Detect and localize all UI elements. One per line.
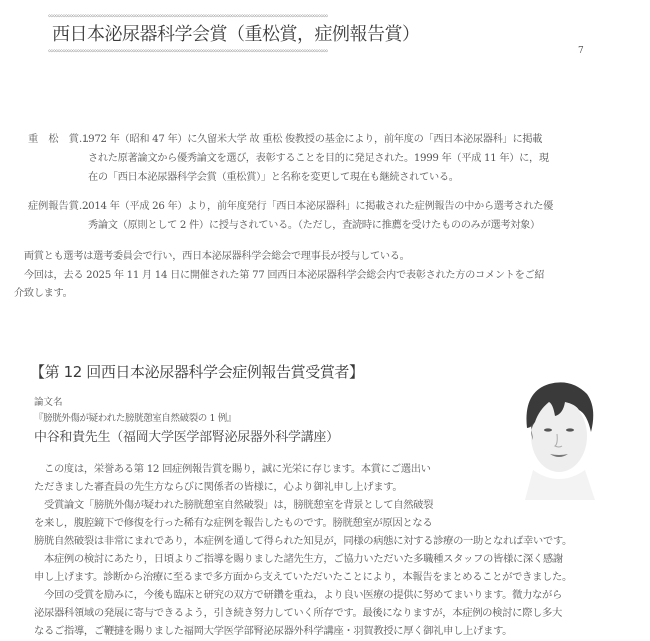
decorative-border-top: ◇◇◇◇◇◇◇◇◇◇◇◇◇◇◇◇◇◇◇◇◇◇◇◇◇◇◇◇◇◇◇◇◇◇◇◇◇◇◇◇◇◇◇◇◇◇◇◇◇◇◇◇◇◇◇◇◇◇◇◇◇◇◇◇◇◇◇◇◇◇◇◇◇◇◇◇◇◇◇◇◇◇◇◇◇◇◇◇◇◇◇◇◇◇◇◇◇◇◇◇◇◇◇◇◇◇◇◇◇◇◇◇◇◇◇◇ bbox=[48, 14, 328, 18]
intro-line: 今回は，去る 2025 年 11 月 14 日に開催された第 77 回西日本泌尿器科学会総会内で表彰された方のコメントをご紹 bbox=[14, 269, 545, 281]
definition-line: された原著論文から優秀論文を選び，表彰することを目的に発足された。1999 年（平成 11 年）に，現 bbox=[88, 153, 549, 164]
definition-case-report-award bbox=[28, 197, 628, 235]
comment-line: 膀胱自然破裂は非常にまれであり，本症例を通して得られた知見が，同様の病態に対する診療の一助となれば幸いです。 bbox=[34, 535, 572, 547]
comment-line: 泌尿器科領域の発展に寄与できるよう，引き続き努力していく所存です。最後になりますが，本症例の検討に際し多大 bbox=[34, 607, 563, 619]
author-name: 中谷和貴先生（福岡大学医学部腎泌尿器外科学講座） bbox=[34, 430, 339, 445]
decorative-border-bottom: ◇◇◇◇◇◇◇◇◇◇◇◇◇◇◇◇◇◇◇◇◇◇◇◇◇◇◇◇◇◇◇◇◇◇◇◇◇◇◇◇◇◇◇◇◇◇◇◇◇◇◇◇◇◇◇◇◇◇◇◇◇◇◇◇◇◇◇◇◇◇◇◇◇◇◇◇◇◇◇◇◇◇◇◇◇◇◇◇◇◇◇◇◇◇◇◇◇◇◇◇◇◇◇◇◇◇◇◇◇◇◇◇◇◇◇◇ bbox=[48, 49, 328, 53]
comment-line: を来し，腹腔鏡下で修復を行った稀有な症例を報告したものです。膀胱憩室が原因となる bbox=[34, 517, 433, 529]
award-comment bbox=[34, 460, 644, 640]
comment-line: なるご指導，ご鞭撻を賜りました福岡大学医学部腎泌尿器外科学講座・羽賀教授に厚く御礼申し上げます。 bbox=[34, 625, 513, 637]
page-title: 西日本泌尿器科学会賞（重松賞，症例報告賞） bbox=[52, 24, 420, 45]
definition-line: 秀論文（原則として 2 件）に授与されている。（ただし，査読時に推薦を受けたもののみが選考対象） bbox=[88, 220, 540, 231]
definition-line: 2014 年（平成 26 年）より，前年度発行「西日本泌尿器科」に掲載された症例報告の中から選考された優 bbox=[82, 201, 554, 212]
comment-line: 申し上げます。診断から治療に至るまで多方面から支えていただいたことにより，本報告をまとめることができました。 bbox=[34, 571, 572, 583]
definition-shigematsu-award bbox=[28, 130, 628, 187]
paper-title: 『膀胱外傷が疑われた膀胱憩室自然破裂の 1 例』 bbox=[34, 413, 236, 424]
paper-label: 論文名 bbox=[34, 397, 63, 408]
page-number: 7 bbox=[578, 46, 584, 56]
intro-line: 介致します。 bbox=[14, 288, 73, 299]
comment-line: 受賞論文「膀胱外傷が疑われた膀胱憩室自然破裂」は，膀胱憩室を背景として自然破裂 bbox=[34, 499, 434, 511]
definition-line: 在の「西日本泌尿器科学会賞（重松賞）」と名称を変更して現在も継続されている。 bbox=[88, 172, 459, 183]
comment-line: この度は，栄誉ある第 12 回症例報告賞を賜り，誠に光栄に存じます。本賞にご選出い bbox=[34, 463, 431, 475]
definition-term: 重 松 賞… bbox=[28, 134, 90, 145]
definition-term: 症例報告賞… bbox=[28, 201, 90, 212]
comment-line: ただきました審査員の先生方ならびに関係者の皆様に，心より御礼申し上げます。 bbox=[34, 481, 403, 493]
intro-paragraph bbox=[14, 248, 634, 304]
intro-line: 両賞とも選考は選考委員会で行い，西日本泌尿器科学会総会で理事長が授与している。 bbox=[14, 251, 410, 262]
definition-line: 1972 年（昭和 47 年）に久留米大学 故 重松 俊教授の基金により，前年度の「西日本泌尿器科」に掲載 bbox=[82, 134, 543, 145]
section-title: 【第 12 回西日本泌尿器科学会症例報告賞受賞者】 bbox=[30, 363, 364, 381]
comment-line: 本症例の検討にあたり，日頃よりご指導を賜りました諸先生方，ご協力いただいた多職種スタッフの皆様に深く感謝 bbox=[34, 553, 563, 565]
comment-line: 今回の受賞を励みに，今後も臨床と研究の双方で研鑽を重ね，より良い医療の提供に努めてまいります。微力ながら bbox=[34, 589, 563, 601]
